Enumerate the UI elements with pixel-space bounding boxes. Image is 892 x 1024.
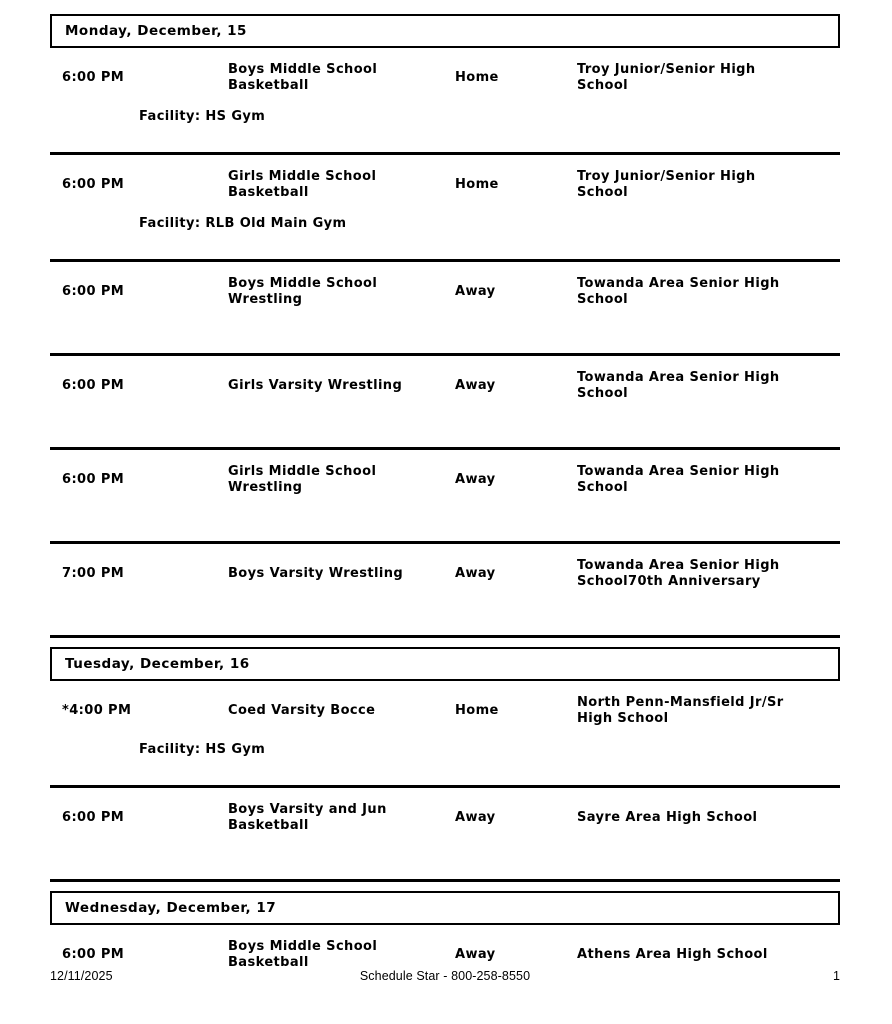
event-location: Away xyxy=(455,472,496,487)
event-facility: Facility: HS Gym xyxy=(139,109,266,124)
event-location: Away xyxy=(455,284,496,299)
footer-page-number: 1 xyxy=(832,969,840,983)
event-time: 6:00 PM xyxy=(62,177,125,192)
event-opponent: Towanda Area Senior High School xyxy=(577,464,780,495)
event-opponent: Towanda Area Senior High School xyxy=(577,276,780,307)
event-location: Away xyxy=(455,810,496,825)
event-time: 7:00 PM xyxy=(62,566,125,581)
event-name: Girls Middle School Basketball xyxy=(228,169,377,200)
footer-date: 12/11/2025 xyxy=(50,969,113,983)
event-time: 6:00 PM xyxy=(62,70,125,85)
event-name: Boys Middle School Basketball xyxy=(228,939,378,970)
page-footer xyxy=(50,969,840,983)
event-location: Away xyxy=(455,566,496,581)
event-facility: Facility: HS Gym xyxy=(139,742,266,757)
day-label: Tuesday, December, 16 xyxy=(65,656,250,672)
event-opponent: Troy Junior/Senior High School xyxy=(577,169,756,200)
event-facility: Facility: RLB Old Main Gym xyxy=(139,216,347,231)
event-name: Boys Varsity Wrestling xyxy=(228,566,404,581)
event-name: Boys Middle School Wrestling xyxy=(228,276,378,307)
event-opponent: North Penn-Mansfield Jr/Sr High School xyxy=(577,695,784,726)
day-label: Monday, December, 15 xyxy=(65,23,247,39)
event-location: Home xyxy=(455,70,499,85)
day-header-wednesday xyxy=(50,891,840,925)
event-name: Girls Middle School Wrestling xyxy=(228,464,377,495)
event-name: Girls Varsity Wrestling xyxy=(228,378,403,393)
event-location: Away xyxy=(455,378,496,393)
event-row xyxy=(50,356,840,450)
event-row xyxy=(50,788,840,882)
footer-branding: Schedule Star - 800-258-8550 xyxy=(359,969,531,983)
event-time: 6:00 PM xyxy=(62,947,125,962)
day-header-monday xyxy=(50,14,840,48)
event-time: 6:00 PM xyxy=(62,472,125,487)
event-location: Home xyxy=(455,177,499,192)
event-time: 6:00 PM xyxy=(62,378,125,393)
day-header-tuesday xyxy=(50,647,840,681)
event-opponent: Sayre Area High School xyxy=(577,810,758,825)
event-row xyxy=(50,681,840,788)
event-location: Home xyxy=(455,703,499,718)
event-opponent: Athens Area High School xyxy=(577,947,768,962)
event-name: Boys Middle School Basketball xyxy=(228,62,378,93)
event-opponent: Towanda Area Senior High School xyxy=(577,370,780,401)
event-opponent: Troy Junior/Senior High School xyxy=(577,62,756,93)
day-label: Wednesday, December, 17 xyxy=(65,900,277,916)
event-name: Boys Varsity and Jun Basketball xyxy=(228,802,387,833)
event-row xyxy=(50,544,840,638)
event-time: 6:00 PM xyxy=(62,284,125,299)
event-time: 6:00 PM xyxy=(62,810,125,825)
event-row xyxy=(50,155,840,262)
event-opponent: Towanda Area Senior High School70th Anniversary xyxy=(577,558,780,589)
event-name: Coed Varsity Bocce xyxy=(228,703,376,718)
event-time: *4:00 PM xyxy=(62,703,132,718)
event-row xyxy=(50,262,840,356)
event-row xyxy=(50,48,840,155)
event-row xyxy=(50,450,840,544)
event-location: Away xyxy=(455,947,496,962)
